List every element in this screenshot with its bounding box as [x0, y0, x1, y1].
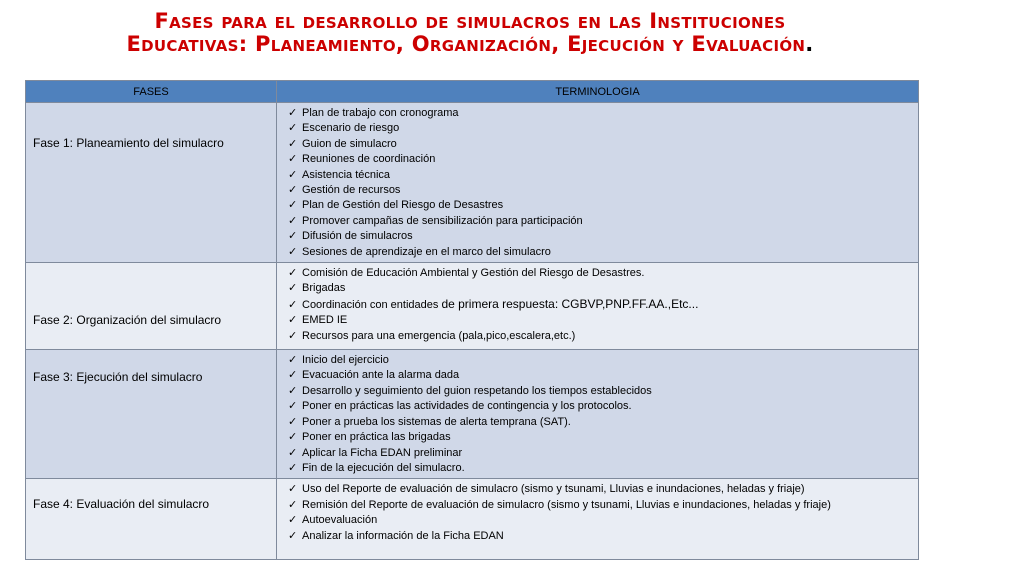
item-text: Inicio del ejercicio	[302, 354, 389, 367]
item-text: Evacuación ante la alarma dada	[302, 369, 460, 382]
phase-cell	[26, 263, 277, 350]
item-text: Plan de trabajo con cronograma	[302, 107, 459, 119]
list-item	[288, 384, 914, 399]
check-icon: ✓	[288, 446, 298, 459]
item-text: Promover campañas de sensibilización para participación	[302, 214, 583, 227]
title-line-2	[40, 33, 900, 56]
item-text: Difusión de simulacros	[302, 230, 413, 243]
list-item	[288, 430, 914, 445]
list-item	[288, 106, 914, 121]
check-icon: ✓	[288, 329, 298, 342]
check-icon: ✓	[288, 483, 298, 496]
terms-cell	[277, 479, 919, 560]
phase-cell	[26, 103, 277, 263]
list-item	[288, 137, 914, 152]
list-item	[288, 198, 914, 213]
item-text: Escenario de riesgo	[302, 122, 400, 135]
header-terminologia: TERMINOLOGIA	[277, 81, 919, 103]
item-text: Uso del Reporte de evaluación de simulacro (sismo y tsunami, Lluvias e inundaciones, heladas y friaje)	[302, 483, 805, 496]
phase-label: Fase 3: Ejecución del simulacro	[33, 370, 203, 385]
check-icon: ✓	[288, 153, 298, 166]
list-item	[288, 482, 914, 497]
item-text: Gestión de recursos	[302, 184, 401, 197]
list-item	[288, 399, 914, 414]
item-text: Analizar la información de la Ficha EDAN	[302, 529, 504, 542]
check-icon: ✓	[288, 369, 298, 382]
item-text: Recursos para una emergencia (pala,pico,escalera,etc.)	[302, 329, 576, 342]
check-icon: ✓	[288, 245, 298, 258]
table-row	[26, 103, 919, 263]
check-icon: ✓	[288, 415, 298, 428]
terms-list	[288, 353, 914, 476]
phase-label: Fase 2: Organización del simulacro	[33, 313, 222, 328]
list-item	[288, 461, 914, 476]
item-text: Fin de la ejecución del simulacro.	[302, 461, 465, 474]
table-row	[26, 479, 919, 560]
item-text: Autoevaluación	[302, 514, 378, 527]
list-item	[288, 446, 914, 461]
check-icon: ✓	[288, 168, 298, 181]
check-icon: ✓	[288, 107, 298, 119]
title-line-1: Fases para el desarrollo de simulacros en las Instituciones	[154, 9, 786, 33]
phase-cell	[26, 350, 277, 479]
item-text: Poner a prueba los sistemas de alerta temprana (SAT).	[302, 415, 571, 428]
item-text: Poner en práctica las brigadas	[302, 431, 451, 444]
check-icon: ✓	[288, 122, 298, 135]
terms-cell	[277, 263, 919, 350]
list-item	[288, 529, 914, 544]
phase-label: Fase 4: Evaluación del simulacro	[33, 497, 210, 512]
item-text: Sesiones de aprendizaje en el marco del simulacro	[302, 245, 551, 258]
list-item	[288, 353, 914, 368]
list-item	[288, 329, 914, 344]
check-icon: ✓	[288, 529, 298, 542]
check-icon: ✓	[288, 400, 298, 413]
list-item	[288, 266, 914, 281]
item-text: Remisión del Reporte de evaluación de simulacro (sismo y tsunami, Lluvias e inundaciones, heladas y friaje)	[302, 498, 831, 511]
list-item	[288, 152, 914, 167]
item-text: Reuniones de coordinación	[302, 153, 436, 166]
table-row	[26, 350, 919, 479]
list-item	[288, 498, 914, 513]
item-text: Aplicar la Ficha EDAN preliminar	[302, 446, 463, 459]
item-text: Comisión de Educación Ambiental y Gestión del Riesgo de Desastres.	[302, 267, 645, 280]
check-icon: ✓	[288, 498, 298, 511]
terms-cell	[277, 103, 919, 263]
check-icon: ✓	[288, 230, 298, 243]
list-item	[288, 121, 914, 136]
item-text: Guion de simulacro	[302, 137, 397, 150]
item-text: EMED IE	[302, 314, 348, 327]
check-icon: ✓	[288, 384, 298, 397]
table-header-row	[26, 81, 919, 103]
terms-list	[288, 482, 914, 544]
check-icon: ✓	[288, 298, 298, 311]
list-item	[288, 368, 914, 383]
list-item	[288, 415, 914, 430]
list-item	[288, 281, 914, 296]
terms-list	[288, 106, 914, 260]
title-line-2-text: Educativas: Planeamiento, Organización, Ejecución y Evaluación	[126, 32, 806, 56]
list-item	[288, 214, 914, 229]
header-fases: FASES	[26, 81, 277, 103]
list-item	[288, 513, 914, 528]
terms-list	[288, 266, 914, 344]
phases-table	[25, 80, 919, 560]
check-icon: ✓	[288, 137, 298, 150]
item-text: Poner en prácticas las actividades de contingencia y los protocolos.	[302, 400, 632, 413]
list-item	[288, 229, 914, 244]
list-item	[288, 297, 914, 313]
check-icon: ✓	[288, 314, 298, 327]
list-item	[288, 245, 914, 260]
list-item	[288, 183, 914, 198]
check-icon: ✓	[288, 267, 298, 280]
phase-label: Fase 1: Planeamiento del simulacro	[33, 136, 224, 150]
check-icon: ✓	[288, 514, 298, 527]
terms-cell	[277, 350, 919, 479]
item-text: Plan de Gestión del Riesgo de Desastres	[302, 199, 504, 212]
list-item	[288, 313, 914, 328]
check-icon: ✓	[288, 282, 298, 295]
slide-title	[40, 10, 900, 56]
check-icon: ✓	[288, 354, 298, 367]
check-icon: ✓	[288, 199, 298, 212]
item-text: Brigadas	[302, 282, 346, 295]
check-icon: ✓	[288, 184, 298, 197]
title-period: .	[805, 32, 814, 56]
item-text: Desarrollo y seguimiento del guion respetando los tiempos establecidos	[302, 384, 652, 397]
item-text-suffix: de primera respuesta: CGBVP,PNP.FF.AA.,Etc...	[441, 296, 699, 311]
list-item	[288, 168, 914, 183]
item-text: Coordinación con entidades	[302, 298, 439, 311]
check-icon: ✓	[288, 431, 298, 444]
item-text: Asistencia técnica	[302, 168, 391, 181]
phase-cell	[26, 479, 277, 560]
table-row	[26, 263, 919, 350]
check-icon: ✓	[288, 214, 298, 227]
check-icon: ✓	[288, 461, 298, 474]
